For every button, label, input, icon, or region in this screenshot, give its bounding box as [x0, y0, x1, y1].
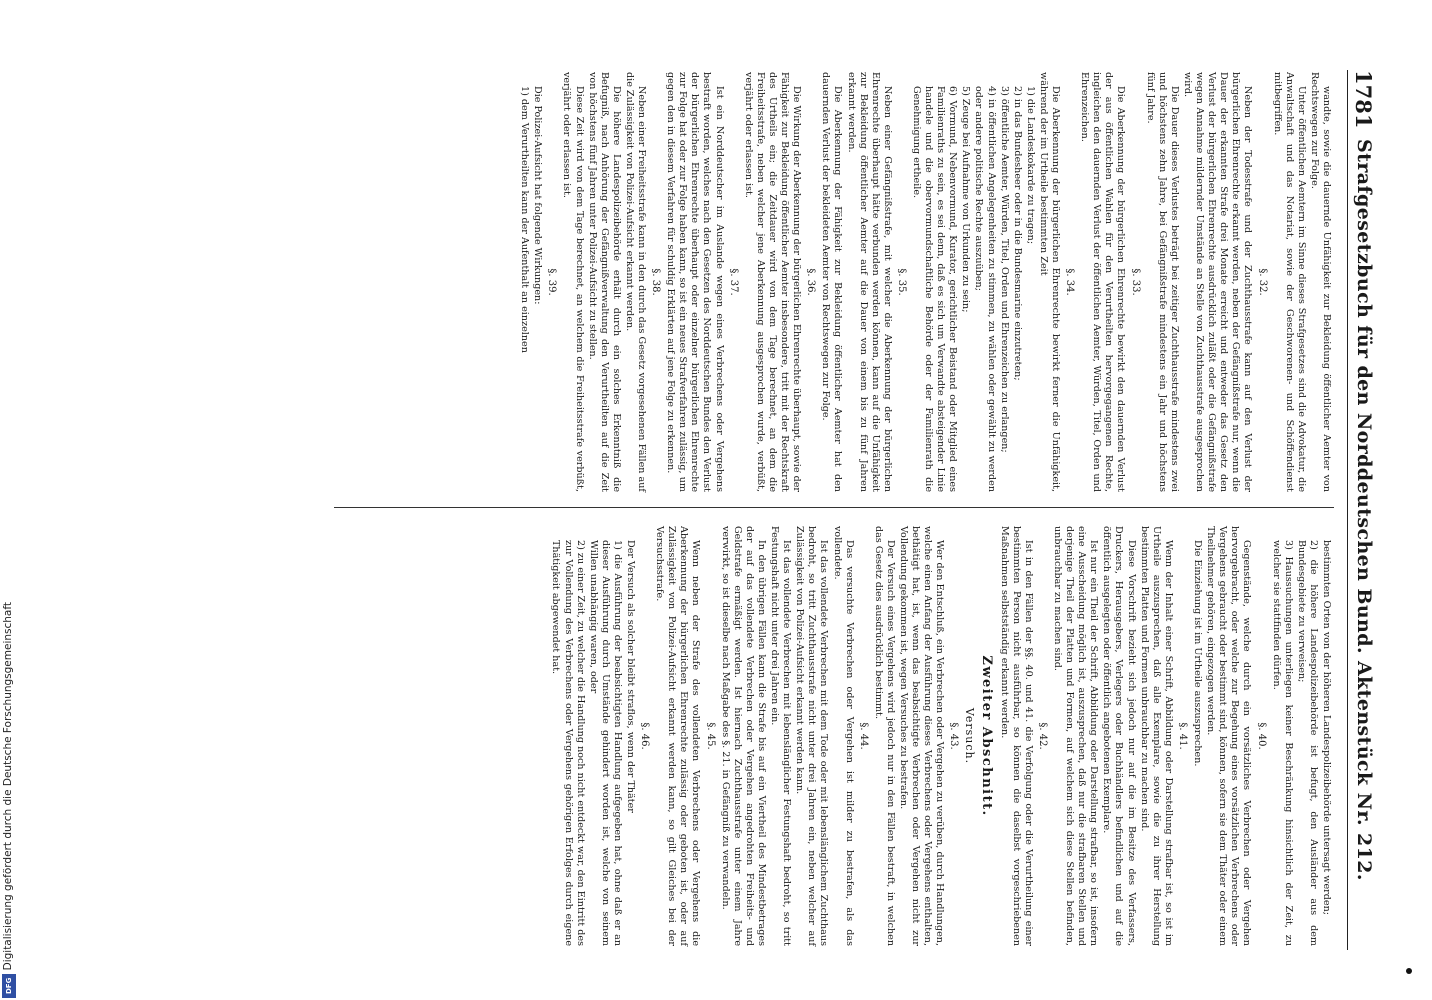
column-divider [334, 507, 1334, 508]
list-item: 6) Vormund, Nebenvormund, Kurator, gerichtlicher Beistand oder Mitglied eines Familienraths zu sein, es sei denn, daß es sich um Verwandte absteigender Linie handele und die obervormundschaftliche Behörde oder der Familienrath die Genehmigung ertheile. [911, 86, 959, 492]
paragraph: Neben der Todesstrafe und der Zuchthausstrafe kann auf den Verlust der bürgerlichen Ehrenrechte erkannt werden, neben der Gefängnißstrafe nur, wenn die Dauer der erkannten Strafe drei Monate erreicht und entweder das Gesetz den Verlust der bürgerlichen Ehrenrechte ausdrücklich zuläßt oder die Gefängnißstrafe wegen Annahme mildernder Umstände an Stelle von Zuchthausstrafe ausgesprochen wird. [1181, 72, 1254, 492]
list-item: 4) in öffentlichen Angelegenheiten zu stimmen, zu wählen oder gewählt zu werden oder andere politische Rechte auszuüben; [973, 86, 997, 492]
footer-strip [0, 0, 20, 1000]
paragraph: Die Einziehung ist im Urtheile auszusprechen. [1192, 540, 1204, 767]
section-number: §. 42. [1036, 722, 1048, 750]
section-number: §. 44. [857, 722, 869, 750]
paragraph: Der Versuch eines Vergehens wird jedoch nur in den Fällen bestraft, in welchen das Gesetz dies ausdrücklich bestimmt. [872, 526, 896, 946]
right-column [102, 526, 1332, 946]
paragraph: Neben einer Gefängnißstrafe, mit welcher die Aberkennung der bürgerlichen Ehrenrechte überhaupt hätte verbunden werden können, kann auf die Unfähigkeit zur Bekleidung öffentlicher Aemter auf die Dauer von einem bis zu fünf Jahren erkannt werden. [845, 72, 893, 492]
section-number: §. 36. [805, 268, 817, 296]
paragraph: Diese Vorschrift bezieht sich jedoch nur auf die im Besitze des Verfassers, Druckers, Herausgebers, Verlegers oder Buchhändlers befindlichen und auf die öffentlich ausgelegten oder öffentlich angebotenen Exemplare. [1101, 526, 1137, 946]
section-number: §. 32. [1256, 268, 1268, 296]
section-number: §. 41. [1176, 722, 1188, 750]
section-number: §. 39. [546, 268, 558, 296]
paragraph: Gegenstände, welche durch ein vorsätzliches Verbrechen oder Vergehen hervorgebracht, oder welche zur Begehung eines vorsätzlichen Verbrechens oder Vergehens gebraucht oder bestimmt sind, können, sofern sie dem Thäter oder einem Theilnehmer gehören, eingezogen werden. [1205, 526, 1253, 946]
left-column [102, 72, 1332, 492]
paragraph: Das versuchte Verbrechen oder Vergehen ist milder zu bestrafen, als das vollendete. [831, 526, 855, 946]
paragraph: Die Polizei-Aufsicht hat folgende Wirkungen: [532, 86, 544, 305]
section-number: §. 46. [639, 722, 651, 750]
section-heading: Zweiter Abschnitt. [978, 655, 994, 817]
section-number: §. 35. [895, 268, 907, 296]
paragraph: Ist in den Fällen der §§. 40. und 41. die Verfolgung oder die Verurtheilung einer bestimmten Person nicht ausführbar, so können die daselbst vorgeschriebenen Maßnahmen selbstständig erkannt werden. [998, 526, 1034, 946]
section-subheading: Versuch. [963, 707, 977, 765]
section-number: §. 33. [1129, 268, 1141, 296]
list-item: 2) zu einer Zeit, zu welcher die Handlung noch nicht entdeckt war, den Eintritt des zur Vollendung des Verbrechens oder Vergehens gehörigen Erfolges durch eigene Thätigkeit abgewendet hat. [550, 540, 586, 946]
paragraph: wandte, sowie die dauernde Unfähigkeit zur Bekleidung öffentlicher Aemter von Rechtswegen zur Folge. [1308, 72, 1332, 492]
section-number: §. 38. [650, 268, 662, 296]
section-number: §. 40. [1255, 722, 1267, 750]
section-number: §. 45. [704, 722, 716, 750]
paragraph: Die Aberkennung der bürgerlichen Ehrenrechte bewirkt ferner die Unfähigkeit, während der im Urtheile bestimmten Zeit [1037, 72, 1062, 492]
paragraph: In den übrigen Fällen kann die Strafe bis auf ein Viertheil des Mindestbetrages der auf das vollendete Verbrechen oder Vergehen angedrohten Freiheits- und Geldstrafe ermäßigt werden. Ist hiernach Zuchthausstrafe unter einem Jahre verwirkt, so ist dieselbe nach Maßgabe des §. 21. in Gefängniß zu verwandeln. [719, 526, 767, 946]
list-item: 5) Zeuge bei Aufnahme von Urkunden zu sein; [960, 86, 972, 313]
list-item: 2) in das Bundesheer oder in die Bundesmarine einzutreten; [1011, 86, 1023, 381]
paragraph: Die Wirkung der Aberkennung der bürgerlichen Ehrenrechte überhaupt, sowie der Fähigkeit zur Bekleidung öffentlicher Aemter insbesondere, tritt mit der Rechtskraft des Urtheils ein; die Zeitdauer wird von dem Tage berechnet, an dem die Freiheitsstrafe, neben welcher jene Aberkennung ausgesprochen wurde, verbüßt, verjährt oder erlassen ist. [742, 72, 803, 492]
dfg-logo: DFG [2, 974, 16, 998]
list-item: 3) öffentliche Aemter, Würden, Titel, Orden und Ehrenzeichen zu erlangen; [998, 86, 1010, 453]
paragraph: Ist ein Norddeutscher im Auslande wegen eines Verbrechens oder Vergehens bestraft worden, welches nach den Gesetzen des Norddeutschen Bundes den Verlust der bürgerlichen Ehrenrechte überhaupt oder einzelner bürgerlichen Ehrenrechte zur Folge hat oder zur Folge haben kann, so ist ein neues Strafverfahren zulässig, um gegen den in diesem Verfahren für schuldig Erklärten auf jene Folge zu erkennen. [665, 72, 725, 492]
list-item: 1) die Landeskokarde zu tragen; [1024, 86, 1036, 245]
paragraph: bestimmten Orten von der höheren Landespolizeibehörde untersagt werden; [1321, 540, 1332, 915]
paragraph: Der Versuch als solcher bleibt straflos, wenn der Thäter [625, 540, 637, 813]
paragraph: Diese Zeit wird von dem Tage berechnet, an welchem die Freiheitsstrafe verbüßt, verjährt oder erlassen ist. [561, 72, 585, 492]
list-item: 1) dem Verurtheilten kann der Aufenthalt an einzelnen [519, 86, 531, 353]
page-number: 1781 [1351, 70, 1376, 129]
paragraph: Wer den Entschluß, ein Verbrechen oder Vergehen zu verüben, durch Handlungen, welche einen Anfang der Ausführung dieses Verbrechens oder Vergehens enthalten, bethätigt hat, ist, wenn das beabsichtigte Verbrechen oder Vergehen nicht zur Vollendung gekommen ist, wegen Versuches zu bestrafen. [898, 526, 946, 946]
paragraph: Die Aberkennung der Fähigkeit zur Bekleidung öffentlicher Aemter hat den dauernden Verlust der bekleideten Aemter von Rechtswegen zur Folge. [820, 72, 844, 492]
paragraph: Ist das vollendete Verbrechen mit dem Tode oder mit lebenslänglichem Zuchthaus bedroht, so tritt Zuchthausstrafe nicht unter drei Jahren ein, neben welcher auf Zulässigkeit von Polizei-Aufsicht erkannt werden kann. [794, 526, 830, 946]
section-number: §. 37. [727, 268, 739, 296]
running-title: Strafgesetzbuch für den Norddeutschen Bund. Aktenstück Nr. 212. [1353, 139, 1375, 881]
paragraph: Die Aberkennung der bürgerlichen Ehrenrechte bewirkt den dauernden Verlust der aus öffentlichen Wahlen für den Verurtheilten hervorgegangenen Rechte, ingleichen den dauernden Verlust der öffentlichen Aemter, Würden, Titel, Orden und Ehrenzeichen. [1079, 72, 1127, 492]
page-header [1347, 70, 1384, 950]
list-item: 1) die Ausführung der beabsichtigten Handlung aufgegeben hat, ohne daß er an dieser Ausführung durch Umstände gehindert worden ist, welche von seinem Willen unabhängig waren, oder [587, 540, 623, 946]
dfg-credit: Digitalisierung gefördert durch die Deutsche Forschungsgemeinschaft [2, 601, 14, 970]
paragraph: Wenn der Inhalt einer Schrift, Abbildung oder Darstellung strafbar ist, so ist im Urtheile auszusprechen, daß alle Exemplare, sowie die zu ihrer Herstellung bestimmten Platten und Formen unbrauchbar zu machen sind. [1138, 526, 1174, 946]
paragraph: Ist das vollendete Verbrechen mit lebenslänglicher Festungshaft bedroht, so tritt Festungshaft nicht unter drei Jahren ein. [769, 526, 793, 946]
list-item: 3) Haussuchungen unterliegen keiner Beschränkung hinsichtlich der Zeit, zu welcher sie stattfinden dürfen. [1270, 540, 1294, 946]
paragraph: Die höhere Landespolizeibehörde erhält durch ein solches Erkenntniß die Befugniß, nach Anhörung der Gefängnißverwaltung den Verurtheilten auf die Zeit von höchstens fünf Jahren unter Polizei-Aufsicht zu stellen. [586, 72, 622, 492]
section-number: §. 43. [948, 722, 960, 750]
paragraph: Neben einer Freiheitsstrafe kann in den durch das Gesetz vorgesehenen Fällen auf die Zulässigkeit von Polizei-Aufsicht erkannt werden. [623, 72, 648, 492]
list-item: 2) die höhere Landespolizeibehörde ist befugt, den Ausländer aus dem Bundesgebiete zu verweisen; [1295, 540, 1319, 946]
paragraph: Wenn neben der Strafe des vollendeten Verbrechens oder Vergehens die Aberkennung der bürgerlichen Ehrenrechte zulässig oder geboten ist, oder auf Zulässigkeit von Polizei-Aufsicht erkannt werden kann, so gilt Gleiches bei der Versuchsstrafe. [654, 526, 702, 946]
ink-dot [1406, 968, 1412, 974]
paragraph: Unter öffentlichen Aemtern im Sinne dieses Strafgesetzes sind die Advokatur, die Anwaltschaft und das Notariat, sowie der Geschworenen- und Schöffendienst mitbegriffen. [1271, 72, 1307, 492]
paragraph: Ist nur ein Theil der Schrift, Abbildung oder Darstellung strafbar, so ist, insofern eine Ausscheidung möglich ist, auszusprechen, daß nur die strafbaren Stellen und derjenige Theil der Platten und Formen, auf welchem sich diese Stellen befinden, unbrauchbar zu machen sind. [1052, 526, 1100, 946]
section-number: §. 34. [1064, 268, 1076, 296]
paragraph: Die Dauer dieses Verlustes beträgt bei zeitiger Zuchthausstrafe mindestens zwei und höchstens zehn Jahre, bei Gefängnißstrafe mindestens ein Jahr und höchstens fünf Jahre. [1144, 72, 1180, 492]
